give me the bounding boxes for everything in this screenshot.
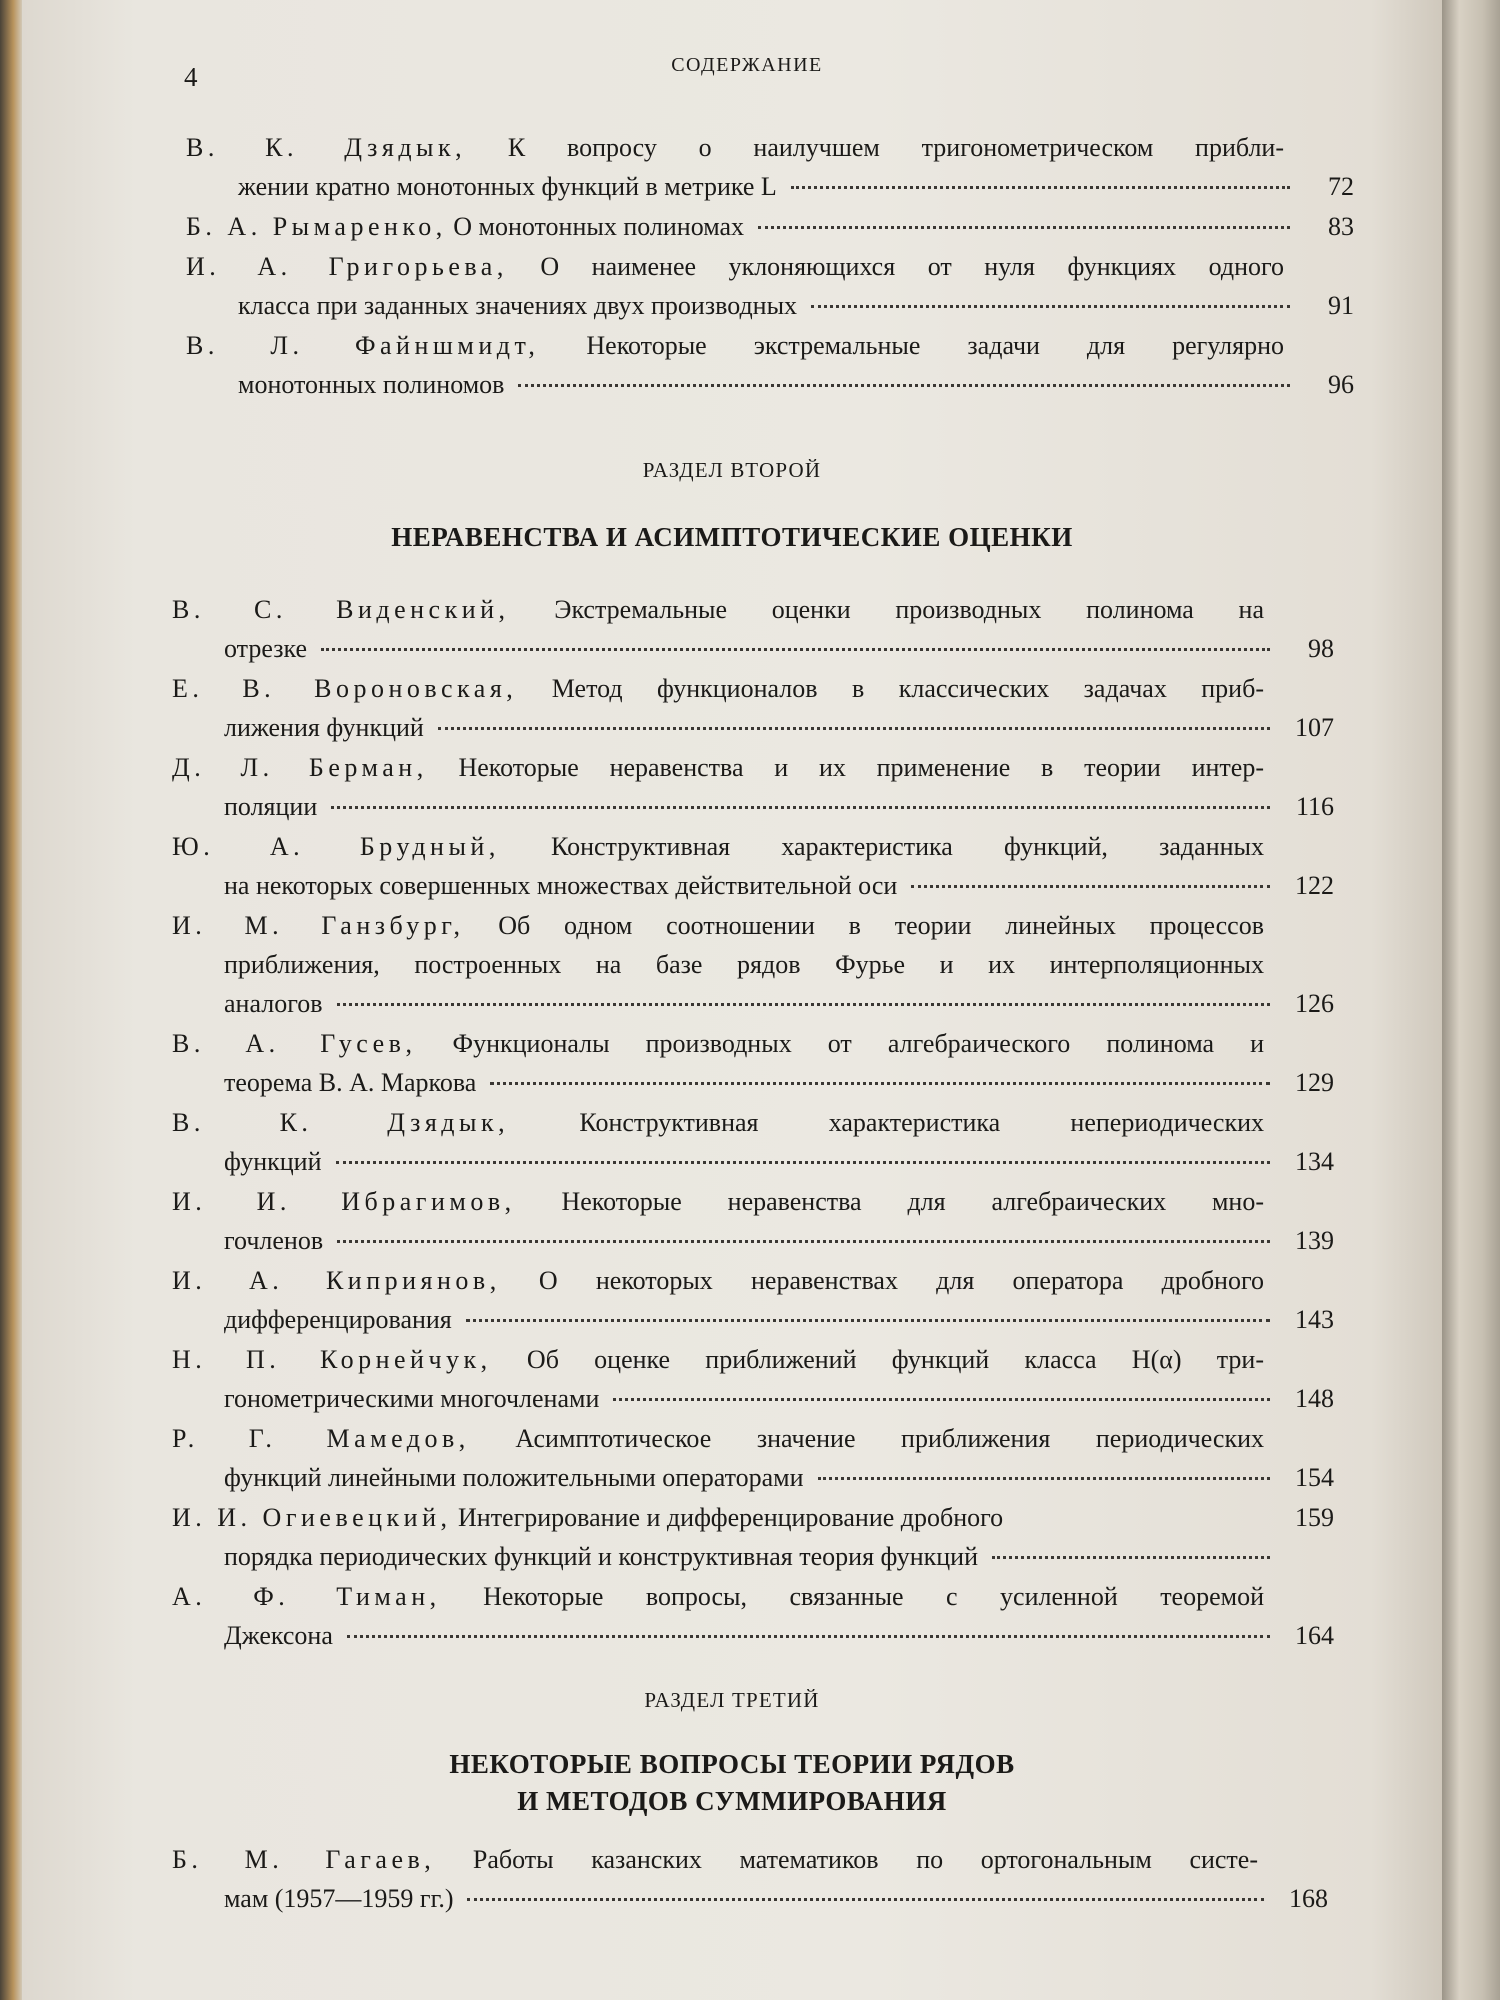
toc-entry-line-2 — [172, 1142, 1334, 1181]
toc-author: В. Л. Файншмидт, — [186, 331, 540, 360]
toc-entry — [172, 1182, 1334, 1260]
toc-page-number: 159 — [1295, 1503, 1334, 1532]
toc-title-end: отрезке — [224, 634, 307, 663]
toc-author: Ю. А. Брудный, — [172, 832, 500, 861]
toc-block-3 — [22, 1840, 1442, 1919]
toc-author: В. С. Виденский, — [172, 595, 510, 624]
book-page — [22, 0, 1442, 2000]
toc-entry — [186, 247, 1354, 325]
toc-entry — [186, 326, 1354, 404]
toc-leader-dots — [490, 1082, 1270, 1085]
book-spine — [1442, 0, 1500, 2000]
toc-title-start: О наименее уклоняющихся от нуля функциях одного — [507, 252, 1284, 281]
toc-title-end: класса при заданных значениях двух производных — [238, 291, 798, 320]
toc-leader-dots — [321, 648, 1270, 651]
toc-title-start: Некоторые неравенства и их применение в теории интер- — [427, 753, 1264, 782]
toc-leader-dots — [992, 1556, 1270, 1559]
toc-title-start: Некоторые неравенства для алгебраических мно- — [515, 1187, 1264, 1216]
toc-entry-line-1 — [172, 827, 1334, 866]
toc-page-number: 98 — [1308, 634, 1334, 663]
running-head: СОДЕРЖАНИЕ — [671, 54, 823, 76]
toc-entry — [186, 128, 1354, 206]
toc-entry-line-1 — [172, 1840, 1328, 1879]
toc-entry-line-2 — [172, 1616, 1334, 1655]
toc-entry — [172, 1840, 1328, 1918]
toc-page-number: 116 — [1295, 792, 1334, 821]
book-edge — [0, 0, 22, 2000]
toc-author: Н. П. Корнейчук, — [172, 1345, 492, 1374]
toc-entry-line-1 — [172, 1182, 1334, 1221]
toc-block-1 — [22, 128, 1442, 405]
toc-entry-line-1 — [172, 669, 1334, 708]
toc-entry-line — [186, 207, 1354, 246]
toc-page-number: 164 — [1295, 1621, 1334, 1650]
toc-title-end: монотонных полиномов — [238, 370, 505, 399]
toc-entry — [172, 1340, 1334, 1418]
toc-title-start: Об одном соотношении в теории линейных процессов — [464, 911, 1264, 940]
toc-page-number: 139 — [1295, 1226, 1334, 1255]
section-2-title: НЕРАВЕНСТВА И АСИМПТОТИЧЕСКИЕ ОЦЕНКИ — [391, 522, 1073, 552]
toc-entry-line-1 — [172, 1261, 1334, 1300]
toc-title-start: Об оценке приближений функций класса H(α) три- — [491, 1345, 1264, 1374]
toc-author: Б. М. Гагаев, — [172, 1845, 436, 1874]
toc-title-end: гочленов — [224, 1226, 324, 1255]
toc-entry-line-2 — [172, 787, 1334, 826]
toc-title-end: аналогов — [224, 989, 323, 1018]
toc-title-start: О некоторых неравенствах для оператора дробного — [500, 1266, 1264, 1295]
toc-title-middle: приближения, построенных на базе рядов Фурье и их интерполяционных — [224, 950, 1264, 979]
toc-entry-line-2 — [172, 984, 1334, 1023]
toc-author: И. М. Ганзбург, — [172, 911, 465, 940]
toc-leader-dots — [337, 1240, 1270, 1243]
toc-author: И. И. Ибрагимов, — [172, 1187, 516, 1216]
toc-title-start: Некоторые экстремальные задачи для регулярно — [539, 331, 1284, 360]
toc-title-end: дифференцирования — [224, 1305, 452, 1334]
toc-title-end: жении кратно монотонных функций в метрике L — [238, 172, 777, 201]
toc-title-end: поляции — [224, 792, 318, 821]
toc-entry-line-2 — [172, 866, 1334, 905]
toc-title-end: лижения функций — [224, 713, 424, 742]
toc-page-number: 154 — [1295, 1463, 1334, 1492]
toc-leader-dots — [758, 226, 1290, 229]
toc-author: А. Ф. Тиман, — [172, 1582, 441, 1611]
toc-entry-line-1 — [186, 326, 1354, 365]
toc-leader-dots — [911, 885, 1270, 888]
toc-page-number: 129 — [1295, 1068, 1334, 1097]
toc-leader-dots — [466, 1319, 1270, 1322]
toc-title-start: К вопросу о наилучшем тригонометрическом прибли- — [466, 133, 1285, 162]
toc-entry — [172, 590, 1334, 668]
toc-entry — [172, 1261, 1334, 1339]
toc-title-start: Конструктивная характеристика функций, заданных — [499, 832, 1264, 861]
toc-page-number: 122 — [1295, 871, 1334, 900]
toc-title-start: Работы казанских математиков по ортогональным систе- — [435, 1845, 1258, 1874]
toc-entry — [172, 748, 1334, 826]
toc-title-end: теорема В. А. Маркова — [224, 1068, 477, 1097]
toc-leader-dots — [331, 806, 1270, 809]
toc-entry-line-2 — [172, 1879, 1328, 1918]
toc-title: О монотонных полиномах — [446, 212, 745, 241]
toc-author: Р. Г. Мамедов, — [172, 1424, 470, 1453]
toc-entry-line-2 — [186, 286, 1354, 325]
toc-title-end: функций — [224, 1147, 322, 1176]
toc-author: И. А. Григорьева, — [186, 252, 508, 281]
toc-author: И. А. Киприянов, — [172, 1266, 501, 1295]
toc-entry — [186, 207, 1354, 246]
toc-entry-line-1 — [172, 906, 1334, 945]
toc-entry-line-2 — [172, 1063, 1334, 1102]
page-number: 4 — [184, 62, 198, 92]
toc-title-start: Асимптотическое значение приближения периодических — [469, 1424, 1264, 1453]
toc-entry-line-2 — [172, 629, 1334, 668]
toc-author: И. И. Огиевецкий, — [172, 1503, 452, 1532]
toc-block-2 — [22, 590, 1442, 1656]
toc-title-end: функций линейными положительными операторами — [224, 1463, 804, 1492]
section-2-label: РАЗДЕЛ ВТОРОЙ — [642, 458, 822, 482]
toc-entry — [172, 1024, 1334, 1102]
toc-author: В. А. Гусев, — [172, 1029, 417, 1058]
toc-title-start: Экстремальные оценки производных полинома на — [509, 595, 1264, 624]
toc-entry-line-1 — [186, 247, 1354, 286]
toc-entry-line-1 — [172, 1419, 1334, 1458]
toc-page-number: 143 — [1295, 1305, 1334, 1334]
toc-entry-line-1 — [172, 1577, 1334, 1616]
toc-entry-line-2 — [186, 167, 1354, 206]
toc-entry-line-2 — [172, 1379, 1334, 1418]
toc-title-start: Некоторые вопросы, связанные с усиленной теоремой — [440, 1582, 1265, 1611]
toc-title-end: на некоторых совершенных множествах действительной оси — [224, 871, 898, 900]
toc-leader-dots — [438, 727, 1270, 730]
toc-entry-line-1 — [172, 748, 1334, 787]
section-3-label: РАЗДЕЛ ТРЕТИЙ — [644, 1688, 820, 1712]
toc-title-start: Интегрирование и дифференцирование дробного — [451, 1503, 1004, 1532]
toc-title-end: Джексона — [224, 1621, 333, 1650]
toc-leader-dots — [811, 305, 1290, 308]
toc-page-number: 168 — [1289, 1884, 1328, 1913]
toc-entry-line-2 — [172, 1537, 1334, 1576]
section-3-title-line-2: И МЕТОДОВ СУММИРОВАНИЯ — [517, 1786, 947, 1816]
toc-entry-line-2 — [186, 365, 1354, 404]
toc-page-number: 83 — [1328, 212, 1354, 241]
toc-entry-line-2 — [172, 708, 1334, 747]
toc-author: В. К. Дзядык, — [172, 1108, 510, 1137]
toc-entry-line-2 — [172, 1300, 1334, 1339]
toc-author: В. К. Дзядык, — [186, 133, 467, 162]
toc-title-start: Метод функционалов в классических задачах приб- — [517, 674, 1264, 703]
toc-author: Б. А. Рымаренко, — [186, 212, 447, 241]
toc-entry-line-1 — [172, 1024, 1334, 1063]
toc-entry-line-1 — [172, 1498, 1334, 1537]
toc-entry-line-1 — [172, 1340, 1334, 1379]
toc-page-number: 107 — [1295, 713, 1334, 742]
toc-entry — [172, 1577, 1334, 1655]
toc-entry-line-1 — [172, 1103, 1334, 1142]
toc-page-number: 91 — [1328, 291, 1354, 320]
toc-entry — [172, 1103, 1334, 1181]
toc-entry-line-1 — [186, 128, 1354, 167]
toc-entry-line-1 — [172, 590, 1334, 629]
toc-title-start: Функционалы производных от алгебраического полинома и — [416, 1029, 1264, 1058]
toc-entry-line-2 — [172, 1458, 1334, 1497]
toc-entry — [172, 827, 1334, 905]
toc-page-number: 72 — [1328, 172, 1354, 201]
toc-leader-dots — [467, 1898, 1264, 1901]
toc-title-end: гонометрическими многочленами — [224, 1384, 600, 1413]
toc-entry-line-2 — [172, 1221, 1334, 1260]
toc-leader-dots — [818, 1477, 1270, 1480]
toc-leader-dots — [613, 1398, 1270, 1401]
toc-page-number: 96 — [1328, 370, 1354, 399]
toc-leader-dots — [791, 186, 1290, 189]
toc-title-end: порядка периодических функций и конструктивная теория функций — [224, 1542, 979, 1571]
toc-leader-dots — [336, 1161, 1271, 1164]
toc-leader-dots — [518, 384, 1290, 387]
section-3-title-line-1: НЕКОТОРЫЕ ВОПРОСЫ ТЕОРИИ РЯДОВ — [449, 1749, 1015, 1779]
toc-entry — [172, 1419, 1334, 1497]
toc-page-number: 126 — [1295, 989, 1334, 1018]
toc-leader-dots — [337, 1003, 1271, 1006]
toc-page-number: 134 — [1295, 1147, 1334, 1176]
toc-entry — [172, 669, 1334, 747]
toc-author: Д. Л. Берман, — [172, 753, 428, 782]
toc-entry — [172, 1498, 1334, 1576]
toc-title-start: Конструктивная характеристика непериодических — [509, 1108, 1264, 1137]
toc-page-number: 148 — [1295, 1384, 1334, 1413]
toc-entry — [172, 906, 1334, 1023]
toc-leader-dots — [347, 1635, 1270, 1638]
toc-entry-line-mid — [172, 945, 1334, 984]
toc-author: Е. В. Вороновская, — [172, 674, 518, 703]
toc-title-end: мам (1957—1959 гг.) — [224, 1884, 454, 1913]
